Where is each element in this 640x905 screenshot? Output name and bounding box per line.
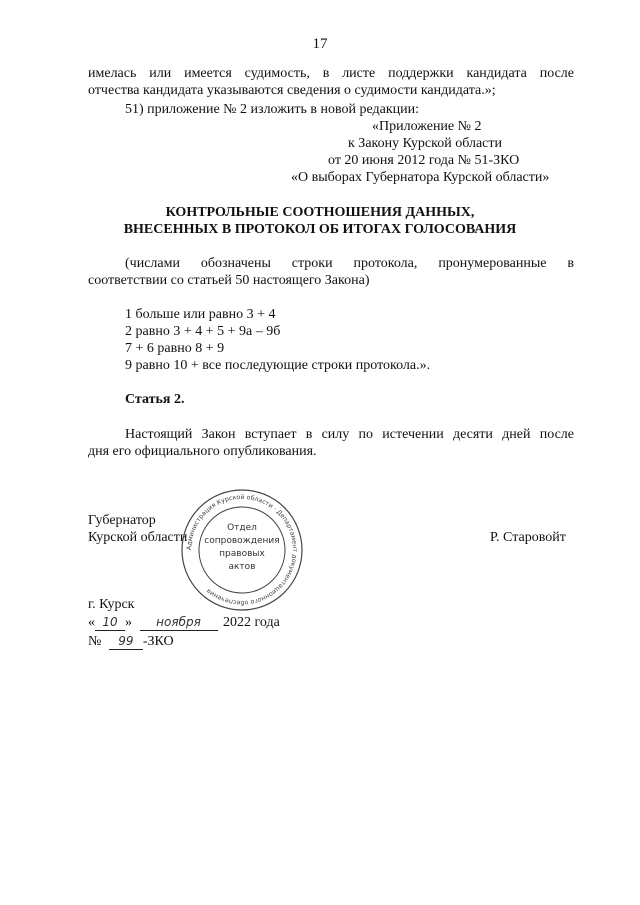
appendix-ref-line-3: от 20 июня 2012 года № 51-ЗКО xyxy=(328,153,520,168)
signatory-title-1: Губернатор xyxy=(88,513,156,528)
footer-city: г. Курск xyxy=(88,597,135,612)
relation-item: 9 равно 10 + все последующие строки протокола.». xyxy=(125,358,431,373)
date-month: ноября xyxy=(140,615,218,631)
date-open-quote: « xyxy=(88,615,95,630)
date-day: 10 xyxy=(95,615,125,631)
footer-date xyxy=(88,614,280,631)
signatory-name: Р. Старовойт xyxy=(490,530,566,545)
signatory-title-2: Курской области xyxy=(88,530,188,545)
relation-item: 1 больше или равно 3 + 4 xyxy=(125,307,276,322)
article-line-2: дня его официального опубликования. xyxy=(88,444,317,459)
stamp-center-line-4: актов xyxy=(228,562,256,572)
article-title: Статья 2. xyxy=(125,392,185,407)
intro-line-1: имелась или имеется судимость, в листе поддержки кандидата после xyxy=(88,66,574,81)
appendix-ref-line-4: «О выборах Губернатора Курской области» xyxy=(291,170,550,185)
page-number: 17 xyxy=(312,36,328,52)
official-stamp xyxy=(179,487,305,613)
stamp-center-line-2: сопровождения xyxy=(204,536,280,546)
heading-line-1: КОНТРОЛЬНЫЕ СООТНОШЕНИЯ ДАННЫХ, xyxy=(165,205,475,220)
appendix-ref-line-2: к Закону Курской области xyxy=(348,136,502,151)
relation-item: 7 + 6 равно 8 + 9 xyxy=(125,341,225,356)
item-51: 51) приложение № 2 изложить в новой редакции: xyxy=(125,102,420,117)
note-line-1: (числами обозначены строки протокола, пронумерованные в xyxy=(125,256,574,271)
stamp-center-line-3: правовых xyxy=(219,549,265,559)
heading-line-2: ВНЕСЕННЫХ В ПРОТОКОЛ ОБ ИТОГАХ ГОЛОСОВАНИЯ xyxy=(123,222,517,237)
footer-law-number xyxy=(88,633,174,650)
intro-line-2: отчества кандидата указываются сведения о судимости кандидата.»; xyxy=(88,83,496,98)
date-close-quote: » xyxy=(125,615,132,630)
stamp-center-line-1: Отдел xyxy=(227,523,257,533)
stamp-ring-text: Администрация Курской области · Департамент документационного обеспечения xyxy=(185,493,299,607)
note-line-2: соответствии со статьей 50 настоящего Закона) xyxy=(88,273,370,288)
law-suffix: -ЗКО xyxy=(142,634,174,649)
law-number: 99 xyxy=(109,634,143,650)
article-line-1: Настоящий Закон вступает в силу по истечении десяти дней после xyxy=(125,427,574,442)
date-year: 2022 года xyxy=(223,615,280,630)
appendix-ref-line-1: «Приложение № 2 xyxy=(372,119,482,134)
relation-item: 2 равно 3 + 4 + 5 + 9а – 9б xyxy=(125,324,281,339)
number-label: № xyxy=(88,634,102,649)
